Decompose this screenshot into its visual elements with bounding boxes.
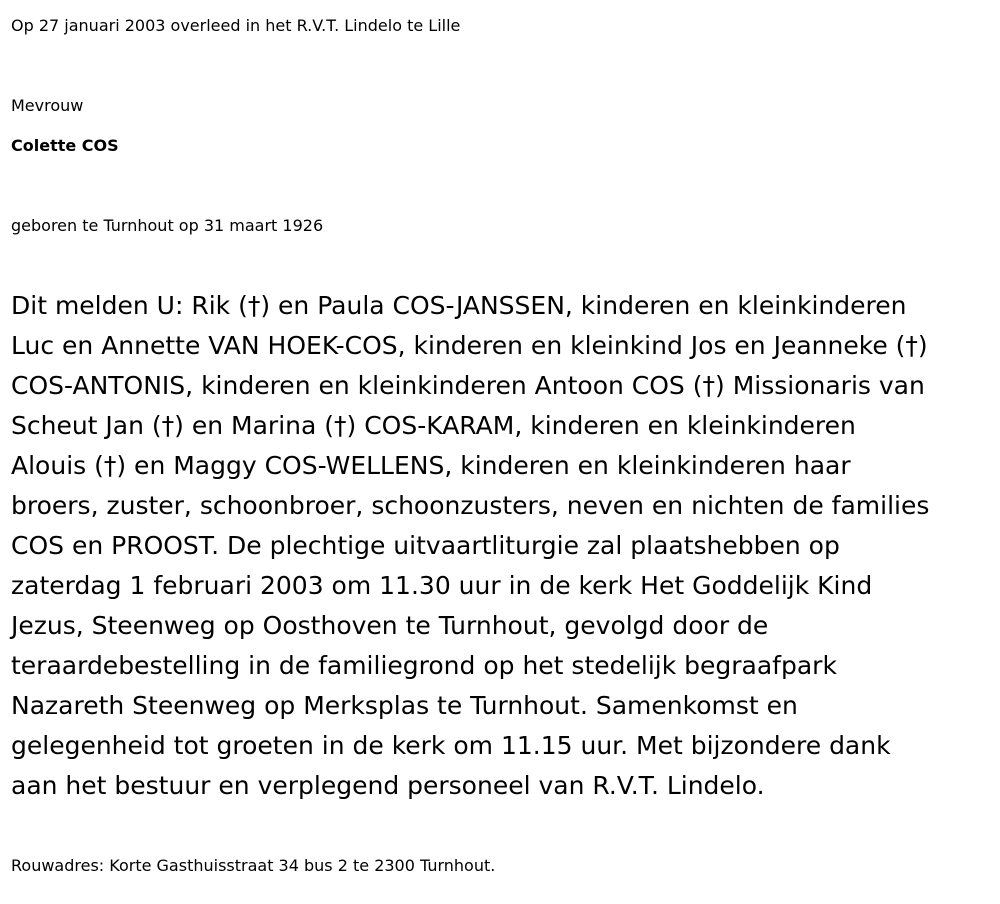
spacer [11,166,990,206]
spacer [11,46,990,86]
body-line: Nazareth Steenweg op Merksplas te Turnhout. Samenkomst en [11,691,798,720]
body-line: Scheut Jan (†) en Marina (†) COS-KARAM, kinderen en kleinkinderen [11,411,856,440]
body-line: zaterdag 1 februari 2003 om 11.30 uur in de kerk Het Goddelijk Kind [11,571,873,600]
body-line: aan het bestuur en verplegend personeel van R.V.T. Lindelo. [11,771,765,800]
body-line: Luc en Annette VAN HOEK-COS, kinderen en kleinkind Jos en Jeanneke (†) [11,331,928,360]
body-line: gelegenheid tot groeten in de kerk om 11.15 uur. Met bijzondere dank [11,731,891,760]
death-announcement: Op 27 januari 2003 overleed in het R.V.T. Lindelo te Lille [11,16,461,35]
salutation: Mevrouw [11,96,84,115]
body-line: Jezus, Steenweg op Oosthoven te Turnhout, gevolgd door de [11,611,769,640]
deceased-name: Colette COS [11,136,119,155]
mourning-address: Rouwadres: Korte Gasthuisstraat 34 bus 2 te 2300 Turnhout. [11,856,496,875]
birth-info: geboren te Turnhout op 31 maart 1926 [11,216,324,235]
body-line: Alouis (†) en Maggy COS-WELLENS, kinderen en kleinkinderen haar [11,451,851,480]
body-line: Dit melden U: Rik (†) en Paula COS-JANSSEN, kinderen en kleinkinderen [11,291,907,320]
spacer [11,246,990,286]
body-line: broers, zuster, schoonbroer, schoonzusters, neven en nichten de families [11,491,930,520]
body-line: COS en PROOST. De plechtige uitvaartliturgie zal plaatshebben op [11,531,840,560]
body-line: COS-ANTONIS, kinderen en kleinkinderen Antoon COS (†) Missionaris van [11,371,925,400]
announcement-body [11,286,986,806]
spacer [11,806,990,846]
body-line: teraardebestelling in de familiegrond op het stedelijk begraafpark [11,651,837,680]
